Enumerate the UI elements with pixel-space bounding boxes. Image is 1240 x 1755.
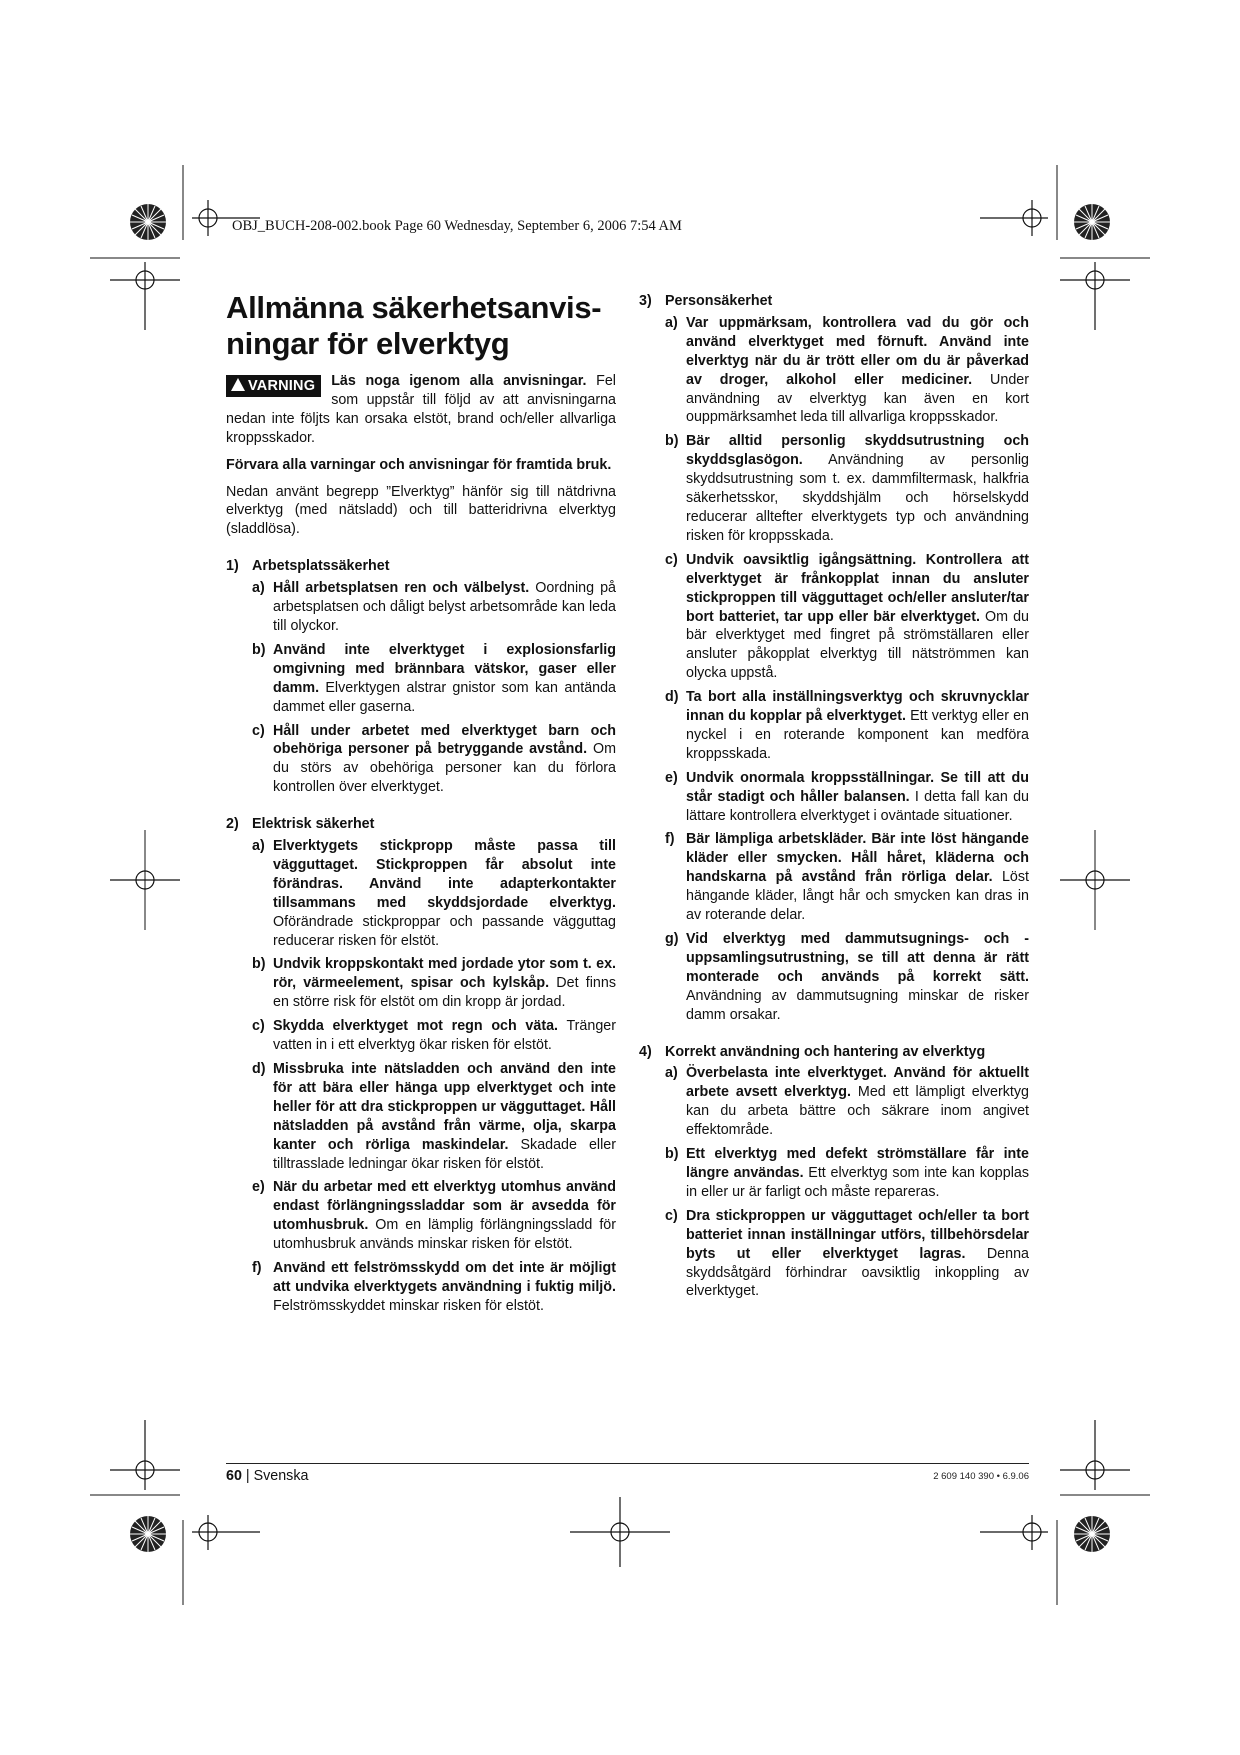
list-item-label: c): [252, 722, 265, 739]
left-column: [226, 290, 616, 1321]
document-code: 2 609 140 390 • 6.9.06: [933, 1471, 1029, 1482]
list-item-body: Under användning av elverktyg kan även en kort ouppmärksamhet leda till allvarliga kroppsskador.: [686, 371, 1029, 426]
list-item-lead: Bär alltid personlig skyddsutrustning och skyddsglasögon.: [686, 433, 1029, 469]
registration-mark-left-upper: [110, 262, 180, 330]
section: [226, 557, 616, 797]
list-item-label: b): [665, 433, 679, 450]
list-item-label: b): [665, 1146, 679, 1163]
warning-block: [226, 372, 616, 448]
list-item-lead: Bär lämpliga arbetskläder. Bär inte löst hängande kläder eller smycken. Håll håret, kläderna och handskarna på avstånd från rörliga delar.: [686, 831, 1029, 886]
section-number: 2): [226, 816, 239, 833]
list-item-lead: Undvik oavsiktlig igångsättning. Kontrollera att elverktyget är frånkopplat innan du ansluter stickproppen till vägguttaget och/eller ansluter/tar bort batteriet, tar upp eller bär elverktyget.: [686, 551, 1029, 625]
section: [639, 1043, 1029, 1302]
list-item: [665, 830, 1029, 925]
section-heading: [639, 1043, 1029, 1062]
list-item-lead: Håll under arbetet med elverktyget barn och obehöriga personer på betryggande avstånd.: [273, 722, 616, 758]
list-item: [252, 955, 616, 1012]
list-item: [665, 930, 1029, 1025]
list-item-lead: Undvik kroppskontakt med jordade ytor som t. ex. rör, värmeelement, spisar och kylskåp.: [273, 956, 616, 992]
list-item-text: [273, 1017, 616, 1055]
list-item-text: [273, 579, 616, 636]
page-number: 60: [226, 1468, 242, 1484]
section-heading: [226, 557, 616, 576]
section: [226, 815, 616, 1316]
list-item-label: d): [252, 1061, 266, 1077]
list-item: [252, 579, 616, 636]
list-item-label: d): [665, 689, 679, 706]
registration-mark-right-upper: [1060, 262, 1130, 330]
list-item-label: c): [665, 551, 678, 568]
list-item-body: Användning av dammutsugning minskar de risker damm orsakar.: [686, 987, 1029, 1023]
warning-badge-label: VARNING: [248, 378, 316, 394]
list-item-text: [273, 641, 616, 717]
list-item-lead: Överbelasta inte elverktyget. Använd för aktuellt arbete avsett elverktyg.: [686, 1065, 1029, 1101]
list-item: [665, 551, 1029, 683]
sections-right: [639, 292, 1029, 1301]
list-item: [252, 1060, 616, 1173]
list-item-lead: Ta bort alla inställningsverktyg och skruvnycklar innan du kopplar på elverktyget.: [686, 689, 1029, 725]
list-item-label: b): [252, 641, 266, 658]
list-item-text: [273, 1178, 616, 1254]
registration-mark-top-right: [980, 200, 1048, 236]
list-item-label: b): [252, 956, 266, 973]
list-item-lead: Undvik onormala kroppsställningar. Se till att du står stadigt och håller balansen.: [686, 769, 1029, 805]
section-number: 3): [639, 293, 652, 309]
list-item-body: Skadade eller tilltrasslade ledningar ökar risken för elstöt.: [273, 1136, 616, 1172]
list-item-body: Felströmsskyddet minskar risken för elstöt.: [273, 1297, 544, 1314]
registration-mark-bottom-center: [570, 1497, 670, 1567]
list-item-body: Oordning på arbetsplatsen och dåligt belyst arbetsområde kan leda till olyckor.: [273, 580, 616, 634]
list-item-body: Om du störs av obehöriga personer kan du förlora kontrollen över elverktyget.: [273, 741, 616, 796]
list-item-body: Oförändrade stickproppar och passande vägguttag reducerar risken för elstöt.: [273, 913, 616, 949]
list-item-lead: Dra stickproppen ur vägguttaget och/eller ta bort batteriet innan inställningar utförs, tillbehörsdelar byts ut eller elverktyget lagras.: [686, 1207, 1029, 1262]
list-item-body: Med ett lämpligt elverktyg kan du arbeta bättre och säkrare inom angivet effektområde.: [686, 1084, 1029, 1139]
list-item-text: [686, 314, 1029, 427]
list-item: [252, 1178, 616, 1254]
list-item-body: Löst hängande kläder, långt hår och smycken kan dras in av roterande delar.: [686, 869, 1030, 924]
section-heading: [639, 292, 1029, 311]
list-item: [665, 1207, 1029, 1302]
starburst-target-bottom-left: [130, 1516, 166, 1552]
page-title-line-1: Allmänna säkerhetsanvis-: [226, 290, 602, 325]
list-item-label: g): [665, 931, 679, 947]
warning-triangle-icon: [231, 378, 245, 391]
list-item-text: [273, 837, 616, 950]
list-item-text: [686, 769, 1029, 826]
warning-lead: Läs noga igenom alla anvisningar.: [331, 373, 587, 389]
list-item-lead: Vid elverktyg med dammutsugnings- och -uppsamlingsutrustning, se till att denna är rätt monterade och används på korrekt sätt.: [686, 931, 1029, 985]
list-item-body: I detta fall kan du lättare kontrollera elverktyget i oväntade situationer.: [686, 788, 1029, 824]
section-number: 4): [639, 1043, 652, 1060]
list-item-body: Elverktygen alstrar gnistor som kan antända dammet eller gaserna.: [273, 679, 616, 715]
starburst-target-top-left: [130, 204, 166, 240]
list-item-label: f): [665, 831, 675, 848]
print-slug: OBJ_BUCH-208-002.book Page 60 Wednesday, September 6, 2006 7:54 AM: [232, 218, 682, 234]
footer-rule: [226, 1463, 1029, 1464]
list-item-lead: När du arbetar med ett elverktyg utomhus använd endast förlängningssladdar som är avsedda för utomhusbruk.: [273, 1179, 616, 1234]
list-item-label: c): [252, 1018, 265, 1035]
list-item: [665, 1145, 1029, 1202]
intro-paragraph: Nedan använt begrepp ”Elverktyg” hänför sig till nätdrivna elverktyg (med nätsladd) och till batteridrivna elverktyg (sladdlösa).: [226, 483, 616, 538]
list-item: [252, 837, 616, 950]
list-item: [252, 722, 616, 798]
list-item-label: a): [252, 580, 265, 597]
list-item-text: [273, 722, 616, 798]
keep-instructions-note: Förvara alla varningar och anvisningar för framtida bruk.: [226, 456, 612, 473]
registration-mark-bottom-right: [980, 1515, 1048, 1550]
list-item: [665, 769, 1029, 826]
section-heading: [226, 815, 616, 834]
list-item-text: [686, 1207, 1029, 1302]
list-item-text: [686, 432, 1029, 545]
list-item-body: Denna skyddsåtgärd förhindrar oavsiktlig inkoppling av elverktyget.: [686, 1245, 1029, 1300]
list-item: [665, 314, 1029, 427]
section-title: Personsäkerhet: [665, 293, 773, 309]
list-item-label: c): [665, 1207, 678, 1224]
list-item-body: Ett elverktyg som inte kan kopplas in eller ur är farligt och måste repareras.: [686, 1164, 1029, 1200]
list-item-lead: Elverktygets stickpropp måste passa till vägguttaget. Stickproppen får absolut inte förändras. Använd inte adapterkontakter tillsammans med skyddsjordade elverktyg.: [273, 838, 616, 911]
list-item-lead: Håll arbetsplatsen ren och välbelyst.: [273, 580, 530, 597]
list-item-text: [273, 1259, 616, 1316]
list-item-text: [686, 830, 1029, 925]
list-item-body: Ett verktyg eller en nyckel i en roterande komponent kan medföra kroppsskada.: [686, 708, 1029, 762]
list-item-lead: Skydda elverktyget mot regn och väta.: [273, 1018, 559, 1035]
list-item: [252, 1017, 616, 1055]
list-item: [665, 1064, 1029, 1140]
list-item-lead: Använd inte elverktyget i explosionsfarlig omgivning med brännbara vätskor, gaser eller damm.: [273, 641, 616, 696]
list-item-text: [686, 930, 1029, 1025]
list-item-text: [686, 1145, 1029, 1202]
list-item-label: a): [665, 1065, 678, 1082]
page-title-line-2: ningar för elverktyg: [226, 326, 510, 361]
list-item-label: e): [252, 1179, 265, 1196]
list-item: [252, 1259, 616, 1316]
footer-page-label: [226, 1468, 308, 1484]
list-item-text: [686, 551, 1029, 683]
footer-separator: |: [241, 1468, 254, 1484]
list-item-label: e): [665, 769, 678, 786]
registration-mark-right-lower: [1060, 1420, 1130, 1490]
list-item-body: Användning av personlig skyddsutrustning som t. ex. dammfiltermask, halkfria säkerhetsskor, skyddshjälm och hörselskydd reducerar alltefter elverktygets typ och användning risken för kroppsskada.: [686, 452, 1029, 544]
registration-mark-left-lower: [110, 1420, 180, 1490]
list-item-label: a): [665, 314, 678, 331]
sections-left: [226, 557, 616, 1316]
section-title: Arbetsplatssäkerhet: [252, 558, 390, 575]
list-item-body: Om en lämplig förlängningssladd för utomhusbruk används minskar risken för elstöt.: [273, 1217, 616, 1253]
starburst-target-bottom-right: [1074, 1516, 1110, 1552]
list-item: [665, 688, 1029, 764]
list-item-text: [273, 1060, 616, 1173]
registration-mark-bottom-left: [192, 1515, 260, 1550]
list-item-text: [273, 955, 616, 1012]
list-item-body: Tränger vatten in i ett elverktyg ökar risken för elstöt.: [273, 1018, 616, 1054]
list-item-text: [686, 688, 1029, 764]
list-item-label: f): [252, 1260, 262, 1277]
right-column: [639, 292, 1029, 1306]
list-item: [665, 432, 1029, 545]
list-item: [252, 641, 616, 717]
list-item-lead: Ett elverktyg med defekt strömställare får inte längre användas.: [686, 1146, 1029, 1181]
list-item-lead: Använd ett felströmsskydd om det inte är möjligt att undvika elverktygets användning i fuktig miljö.: [273, 1260, 616, 1295]
list-item-lead: Missbruka inte nätsladden och använd den inte för att bära eller hänga upp elverktyget och inte heller för att dra stickproppen ur vägguttaget. Håll nätsladden på avstånd från värme, olja, skarpa kanter och rörliga maskindelar.: [273, 1061, 616, 1153]
list-item-lead: Var uppmärksam, kontrollera vad du gör och använd elverktyget med förnuft. Använd inte elverktyg när du är trött eller om du är påverkad av droger, alkohol eller mediciner.: [686, 314, 1029, 388]
section: [639, 292, 1029, 1025]
page-title: [226, 290, 616, 362]
list-item-body: Om du bär elverktyget med fingret på strömställaren eller ansluter påkopplat elverktyg till nätströmmen kan olycka uppstå.: [686, 608, 1029, 682]
warning-body: Fel som uppstår till följd av att anvisningarna nedan inte följts kan orsaka elstöt, brand och/eller allvarliga kroppsskador.: [226, 373, 616, 446]
section-title: Elektrisk säkerhet: [252, 816, 375, 833]
list-item-body: Det finns en större risk för elstöt om din kropp är jordad.: [273, 975, 616, 1011]
warning-badge: [226, 375, 321, 397]
list-item-text: [686, 1064, 1029, 1140]
section-number: 1): [226, 558, 239, 575]
starburst-target-top-right: [1074, 204, 1110, 240]
section-title: Korrekt användning och hantering av elverktyg: [665, 1043, 986, 1060]
list-item-label: a): [252, 838, 265, 855]
footer-language: Svenska: [253, 1468, 309, 1484]
